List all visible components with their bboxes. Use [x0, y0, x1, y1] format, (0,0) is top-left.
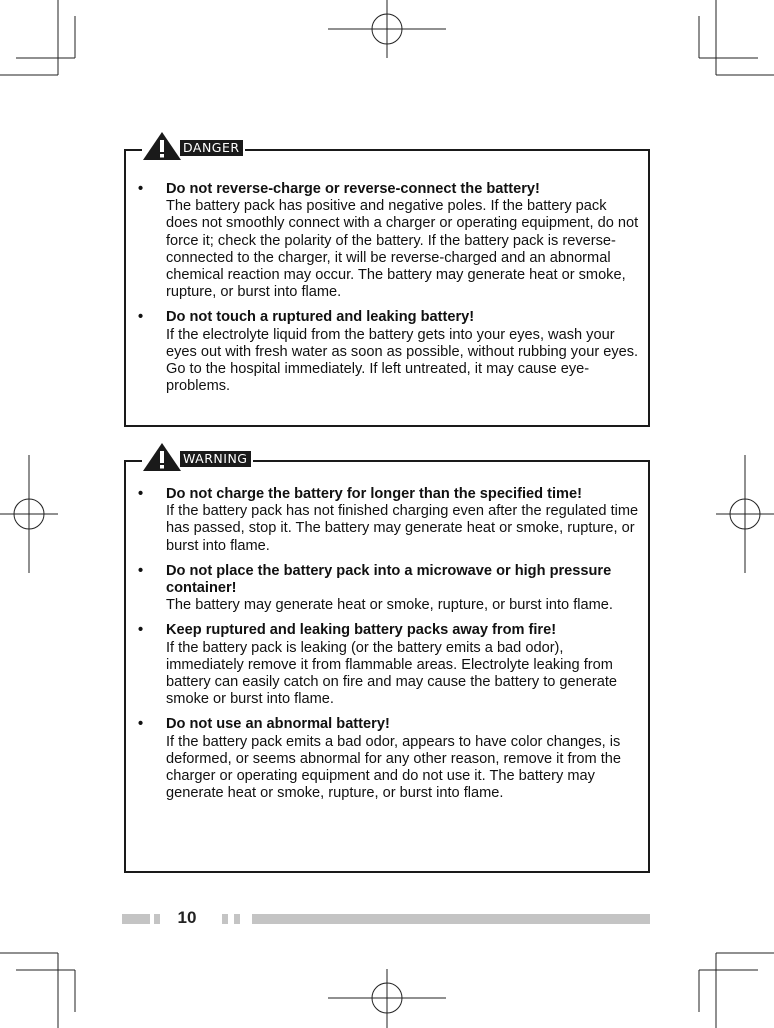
- item-body: If the battery pack has not finished charging even after the regulated time has passed, stop it. The battery may generate heat or smoke, rupture, or burst into flame.: [166, 503, 639, 554]
- danger-signal: [142, 131, 245, 161]
- list-item: [138, 309, 640, 395]
- bullet-dot-icon: •: [138, 562, 144, 579]
- footer-bar-left-small: [154, 914, 160, 924]
- footer-bar-right: [252, 914, 650, 924]
- page-number: 10: [177, 908, 197, 927]
- item-body: If the battery pack is leaking (or the battery emits a bad odor), immediately remove it from flammable areas. Electrolyte leaking from battery can easily catch on fire and may cause the battery to generate smoke or burst into flame.: [166, 639, 618, 708]
- warning-signal-word: WARNING: [180, 451, 251, 467]
- exclamation-triangle-icon: [142, 442, 182, 472]
- item-heading: Do not place the battery pack into a microwave or high pressure container!: [166, 562, 612, 597]
- item-body: If the electrolyte liquid from the battery gets into your eyes, wash your eyes out with fresh water as soon as possible, without rubbing your eyes. Go to the hospital immediately. If left untreated, it may cause eye-problems.: [166, 326, 639, 395]
- list-item: [138, 486, 640, 555]
- item-heading: Do not charge the battery for longer than the specified time!: [166, 486, 582, 502]
- bullet-dot-icon: •: [138, 181, 144, 197]
- bullet-dot-icon: •: [138, 622, 144, 639]
- bullet-dot-icon: •: [138, 486, 144, 502]
- item-body: The battery may generate heat or smoke, rupture, or burst into flame.: [166, 597, 613, 614]
- item-body: If the battery pack emits a bad odor, appears to have color changes, is deformed, or seems abnormal for any other reason, remove it from the charger or operating equipment and do not use it. The battery may generate heat or smoke, rupture, or burst into flame.: [166, 733, 622, 802]
- item-heading: Do not touch a ruptured and leaking battery!: [166, 309, 475, 326]
- item-heading: Do not reverse-charge or reverse-connect the battery!: [166, 181, 540, 197]
- list-item: [138, 622, 640, 708]
- list-item: [138, 181, 640, 301]
- warning-box: [124, 451, 650, 873]
- item-body: The battery pack has positive and negative poles. If the battery pack does not smoothly connect with a charger or operating equipment, do not force it; check the polarity of the battery. If the battery pack is reverse-connected to the charger, it will be reverse-charged and an abnormal chemical reaction may occur. The battery may generate heat or smoke, rupture, or burst into flame.: [166, 198, 639, 301]
- warning-signal: [142, 442, 253, 472]
- item-heading: Keep ruptured and leaking battery packs away from fire!: [166, 622, 557, 639]
- item-heading: Do not use an abnormal battery!: [166, 716, 390, 733]
- warning-item-list: [138, 486, 640, 810]
- danger-signal-word: DANGER: [180, 140, 243, 156]
- danger-box: [124, 140, 650, 427]
- danger-item-list: [138, 181, 640, 403]
- footer-bar-dot-2: [234, 914, 240, 924]
- footer-bar-left: [122, 914, 150, 924]
- bullet-dot-icon: •: [138, 716, 144, 733]
- exclamation-triangle-icon: [142, 131, 182, 161]
- bullet-dot-icon: •: [138, 309, 144, 326]
- list-item: [138, 563, 640, 615]
- footer-bar-dot-1: [222, 914, 228, 924]
- list-item: [138, 716, 640, 802]
